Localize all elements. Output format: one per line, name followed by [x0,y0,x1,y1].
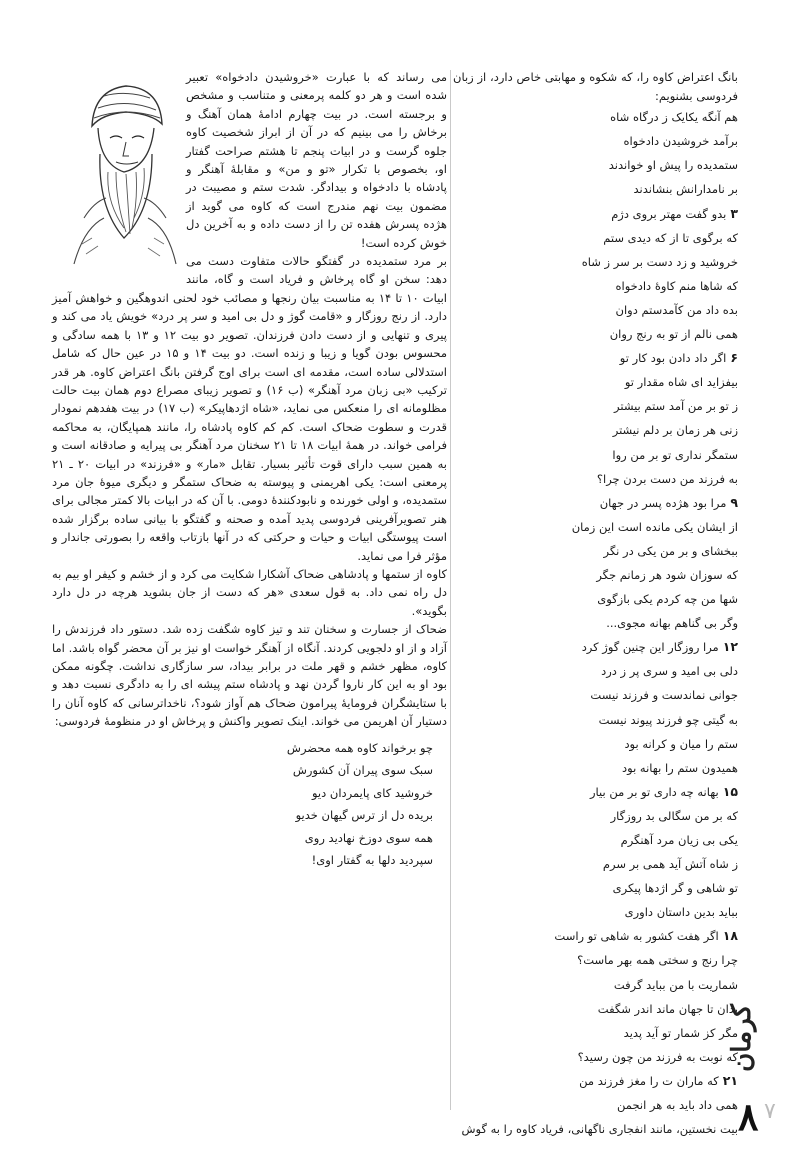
ferdowsi-portrait-illustration [64,68,186,268]
verse-line: همه سوی دوزخ نهادید روی [304,830,433,845]
page-number-ghost: ۷ [764,1099,776,1124]
verse-number: ۹ [730,494,738,510]
left-column [52,68,447,872]
verse-text: ستمگر نداری تو بر من روا [612,447,738,462]
verse-number: ۱۲ [722,639,738,655]
paragraph: کاوه از ستمها و پادشاهی ضحاک آشکارا شکایت می کرد و از خشم و کیفر او بیم به دل راه نمی داد. به قول سعدی «هر که دست از جان بشوید هرچه در دل دارد بگوید». [52,566,447,618]
verse-number: ۲۱ [722,1072,738,1088]
verse-line [453,1093,738,1117]
paragraph: ضحاک از جسارت و سخنان تند و تیز کاوه شگفت زده شد. دستور داد فرزندش را آزاد و از او دلجویی کردند. آنگاه از آهنگر خواست او نیز بر آن محضر گواه باشد. اما کاوه، مظهر خشم و قهر ملت در برابر بیداد، سر سازگاری نداشت. چگونه ممکن بود او به این کار ناروا گردن نهد و پادشاه ستم پیشه ای را به دادگری نسبت دهد و با ستایشگران فرومایهٔ پیرامون ضحاک هم آواز شود؟، ناخداترسانی که کاوه آنان را دستیار آن اهریمن می خواند. اینک تصویر واکنش و پرخاش او در منظومهٔ فردوسی: [52,622,447,729]
verse-text: همیدون ستم را بهانه بود [622,760,738,775]
verse-text: شماریت با من بباید گرفت [613,977,738,992]
verse-text: که شاها منم کاوهٔ دادخواه [615,278,738,293]
verse-text: بیفزاید ای شاه مقدار تو [624,375,738,390]
verse-text: ز تو بر من آمد ستم بیشتر [614,399,738,414]
verse-line [453,948,738,972]
verse-text: وگر بی گناهم بهانه مجوی... [606,616,738,631]
verse-line [453,732,738,756]
verse-text: یکی بی زیان مرد آهنگرم [620,833,738,847]
verse-line [453,346,738,370]
verse-number: ۱۵ [722,783,738,799]
verse-text: هم آنگه یکایک ز درگاه شاه [610,110,738,125]
verse-line [453,443,738,467]
verse-text: که برگوی تا از که دیدی ستم [603,230,738,245]
verse-line [453,828,738,852]
verse-text: که ماران ت را مغز فرزند من [579,1073,719,1088]
verse-line [453,756,738,780]
verse-text: خروشید و زد دست بر سر ز شاه [581,254,738,269]
verse-number: ۱۸ [722,928,738,944]
verse-line [453,1021,738,1045]
verse-text: مرا روزگار این چنین گوژ کرد [581,640,719,655]
verse-number: ۶ [730,350,738,366]
verse-text: بباید بدین داستان داوری [624,905,738,920]
verse-line [453,467,738,491]
verse-line [453,370,738,394]
verse-line [453,153,738,177]
verse-text: زنی هر زمان بر دلم نیشتر [612,423,738,438]
verse-line [453,563,738,587]
verse-text: که بر من سگالی بد روزگار [610,808,738,823]
verse-line [453,418,738,442]
verse-text: برآمد خروشیدن دادخواه [623,134,738,149]
verse-line [453,659,738,683]
verse-line [453,708,738,732]
verse-line [453,683,738,707]
verse-text: همی نالم از تو به رنج روان [609,327,738,342]
verse-line [453,611,738,635]
verse-line [453,900,738,924]
verse-text: اگر هفت کشور به شاهی تو راست [554,929,719,944]
verse-text: بدان تا جهان ماند اندر شگفت [597,1001,738,1016]
logo-text: کرمان [727,1004,757,1072]
verse-text: که نوبت به فرزند من چون رسید؟ [577,1049,738,1064]
intro-text: بانگ اعتراض کاوه را، که شکوه و مهابتی خاص دارد، از زبان فردوسی بشنویم: [453,70,738,103]
verse-line: بریده دل از ترس گیهان خدیو [295,808,433,823]
verse-text: به گیتی چو فرزند پیوند نیست [598,712,738,727]
verse-number: ۳ [730,205,738,221]
verse-line [453,394,738,418]
verse-text: بهانه چه داری تو بر من بیار [589,784,719,799]
verse-line [453,876,738,900]
verse-text: بده داد من کآمدستم دوان [615,302,738,317]
verse-text: تو شاهی و گر اژدها پیکری [612,881,738,896]
verse-line [453,322,738,346]
verse-line [453,973,738,997]
verse-line [453,105,738,129]
verse-line [453,274,738,298]
verse-text: همی داد باید به هر انجمن [617,1098,738,1113]
verse-text: از ایشان یکی مانده است این زمان [571,519,738,534]
verse-line [453,780,738,804]
verse-text: به فرزند من دست بردن چرا؟ [596,471,738,486]
verse-line [453,635,738,659]
verse-text: شها من چه کردم یکی بازگوی [597,592,738,607]
right-column [453,68,738,1141]
verse-line [453,177,738,201]
verse-line [453,852,738,876]
verse-line [453,539,738,563]
verse-text: بدو گفت مهتر بروی دژم [611,206,727,221]
verse-line [453,129,738,153]
verse-text: چرا رنج و سختی همه بهر ماست؟ [577,953,738,968]
verse-line [453,491,738,515]
page-number: ۸ [738,1094,759,1139]
verse-text: بر نامدارانش بنشاندند [633,182,738,197]
verse-text: ز شاه آتش آید همی بر سرم [602,857,738,872]
verse-line: خروشید کای پایمردان دیو [311,785,433,800]
verse-line [453,804,738,828]
verse-line: سپردید دلها به گفتار اوی! [311,853,433,868]
verse-text: ستم را میان و کرانه بود [624,736,738,751]
verse-line [453,997,738,1021]
verse-text: که سوزان شود هر زمانم جگر [596,567,738,582]
verse-line: سبک سوی پیران آن کشورش [292,763,433,778]
verse-text: ببخشای و بر من یکی در نگر [603,543,738,558]
verse-line [453,1045,738,1069]
verse-list [453,105,738,1117]
verse-text: اگر داد دادن بود کار تو [619,351,727,366]
paragraph: می رساند که با عبارت «خروشیدن دادخواه» تعبیر شده است و هر دو کلمه پرمعنی و متناسب و مشخص و برجسته است. در بیت چهارم ادامهٔ همان آهنگ و برخاش را می بینیم که در آن از ابراز شخصیت کاوه جلوه گرست و در ابیات پنجم تا هشتم صراحت گفتار او، بخصوص با تکرار «تو و من» و مقابلهٔ آهنگر و پادشاه با دادخواه و بیدادگر. شدت ستم و مصیبت در مضمون بیت نهم مندرج است که کاوه می گوید از هژده پسرش هفده تن را از دست داده و به آخرین دل خوش کرده است! [186,70,447,250]
verse-line [453,226,738,250]
verse-line [453,298,738,322]
verse-line [453,587,738,611]
verse-line [453,1069,738,1093]
verse-block [52,737,447,872]
verse-text: مرا بود هژده پسر در جهان [599,495,727,510]
verse-text: مگر کز شمار تو آید پدید [623,1025,738,1040]
verse-line: چو برخواند کاوه همه محضرش [286,740,433,755]
verse-text: ستمدیده را پیش او خواندند [608,158,738,173]
column-divider [450,70,451,1110]
verse-line [453,202,738,226]
outro-text: بیت نخستین، مانند انفجاری ناگهانی، فریاد کاوه را به گوش [461,1122,738,1137]
verse-text: جوانی نماندست و فرزند نیست [590,688,738,703]
verse-text: دلی بی امید و سری پر ز درد [601,664,738,679]
verse-line [453,924,738,948]
paragraph: بر مرد ستمدیده در گفتگو حالات متفاوت دست می دهد: سخن او گاه پرخاش و فریاد است و گاه، مانند ابیات ۱۰ تا ۱۴ به مناسبت بیان رنجها و مصائب خود لحنی اندوهگین و خواهش آمیز دارد. از رنج روزگار و «قامت گوژ و دل بی امید و سر پر درد» خویش یاد می کند و پیری و تنهایی و از دست دادن فرزندان. تصویر دو بیت ۱۲ و ۱۳ با همه سادگی و محسوس بودن گویا و زیبا و زنده است. دو بیت ۱۴ و ۱۵ در عین حال که شامل استدلالی ساده است، مقدمه ای است برای اوج گرفتن بانگ اعتراض کاوه. هر قدر ترکیب «بی زبان مرد آهنگر» (ب ۱۶) و تصویر زیبای مصراع دوم همان بیت حالت مظلومانه ای را منعکس می نماید، «شاه اژدهاپیکر» (ب ۱۷) در بیت هفدهم نمودار قدرت و سطوت ضحاک است. کم کم کاوه پادشاه را، مانند همپایگان، به محاکمه فرامی خواند. در همهٔ ابیات ۱۸ تا ۲۱ سخنان مرد آهنگر بی پیرایه و صادقانه است و به همین سبب دارای قوت تأثیر بسیار. تقابل «مار» و «فرزند» در ابیات ۲۰ ـ ۲۱ پرمعنی است: یکی اهریمنی و پیوسته به ضحاک ستمگر و دیگری میوهٔ جان مرد ستمدیده، و اولی خورنده و نابودکنندهٔ دومی. با آن که در ابیات بالا کمتر مجالی برای هنر تصویرآفرینی فردوسی پدید آمده و صحنه و گفتگو با بیانی ساده برگزار شده است پیوستگی ابیات و حیات و حرکتی که در آنها بازتاب واقعه را بصورتی جاندار و مؤثر فرا می نماید. [52,254,448,563]
verse-line [453,515,738,539]
verse-line [453,250,738,274]
